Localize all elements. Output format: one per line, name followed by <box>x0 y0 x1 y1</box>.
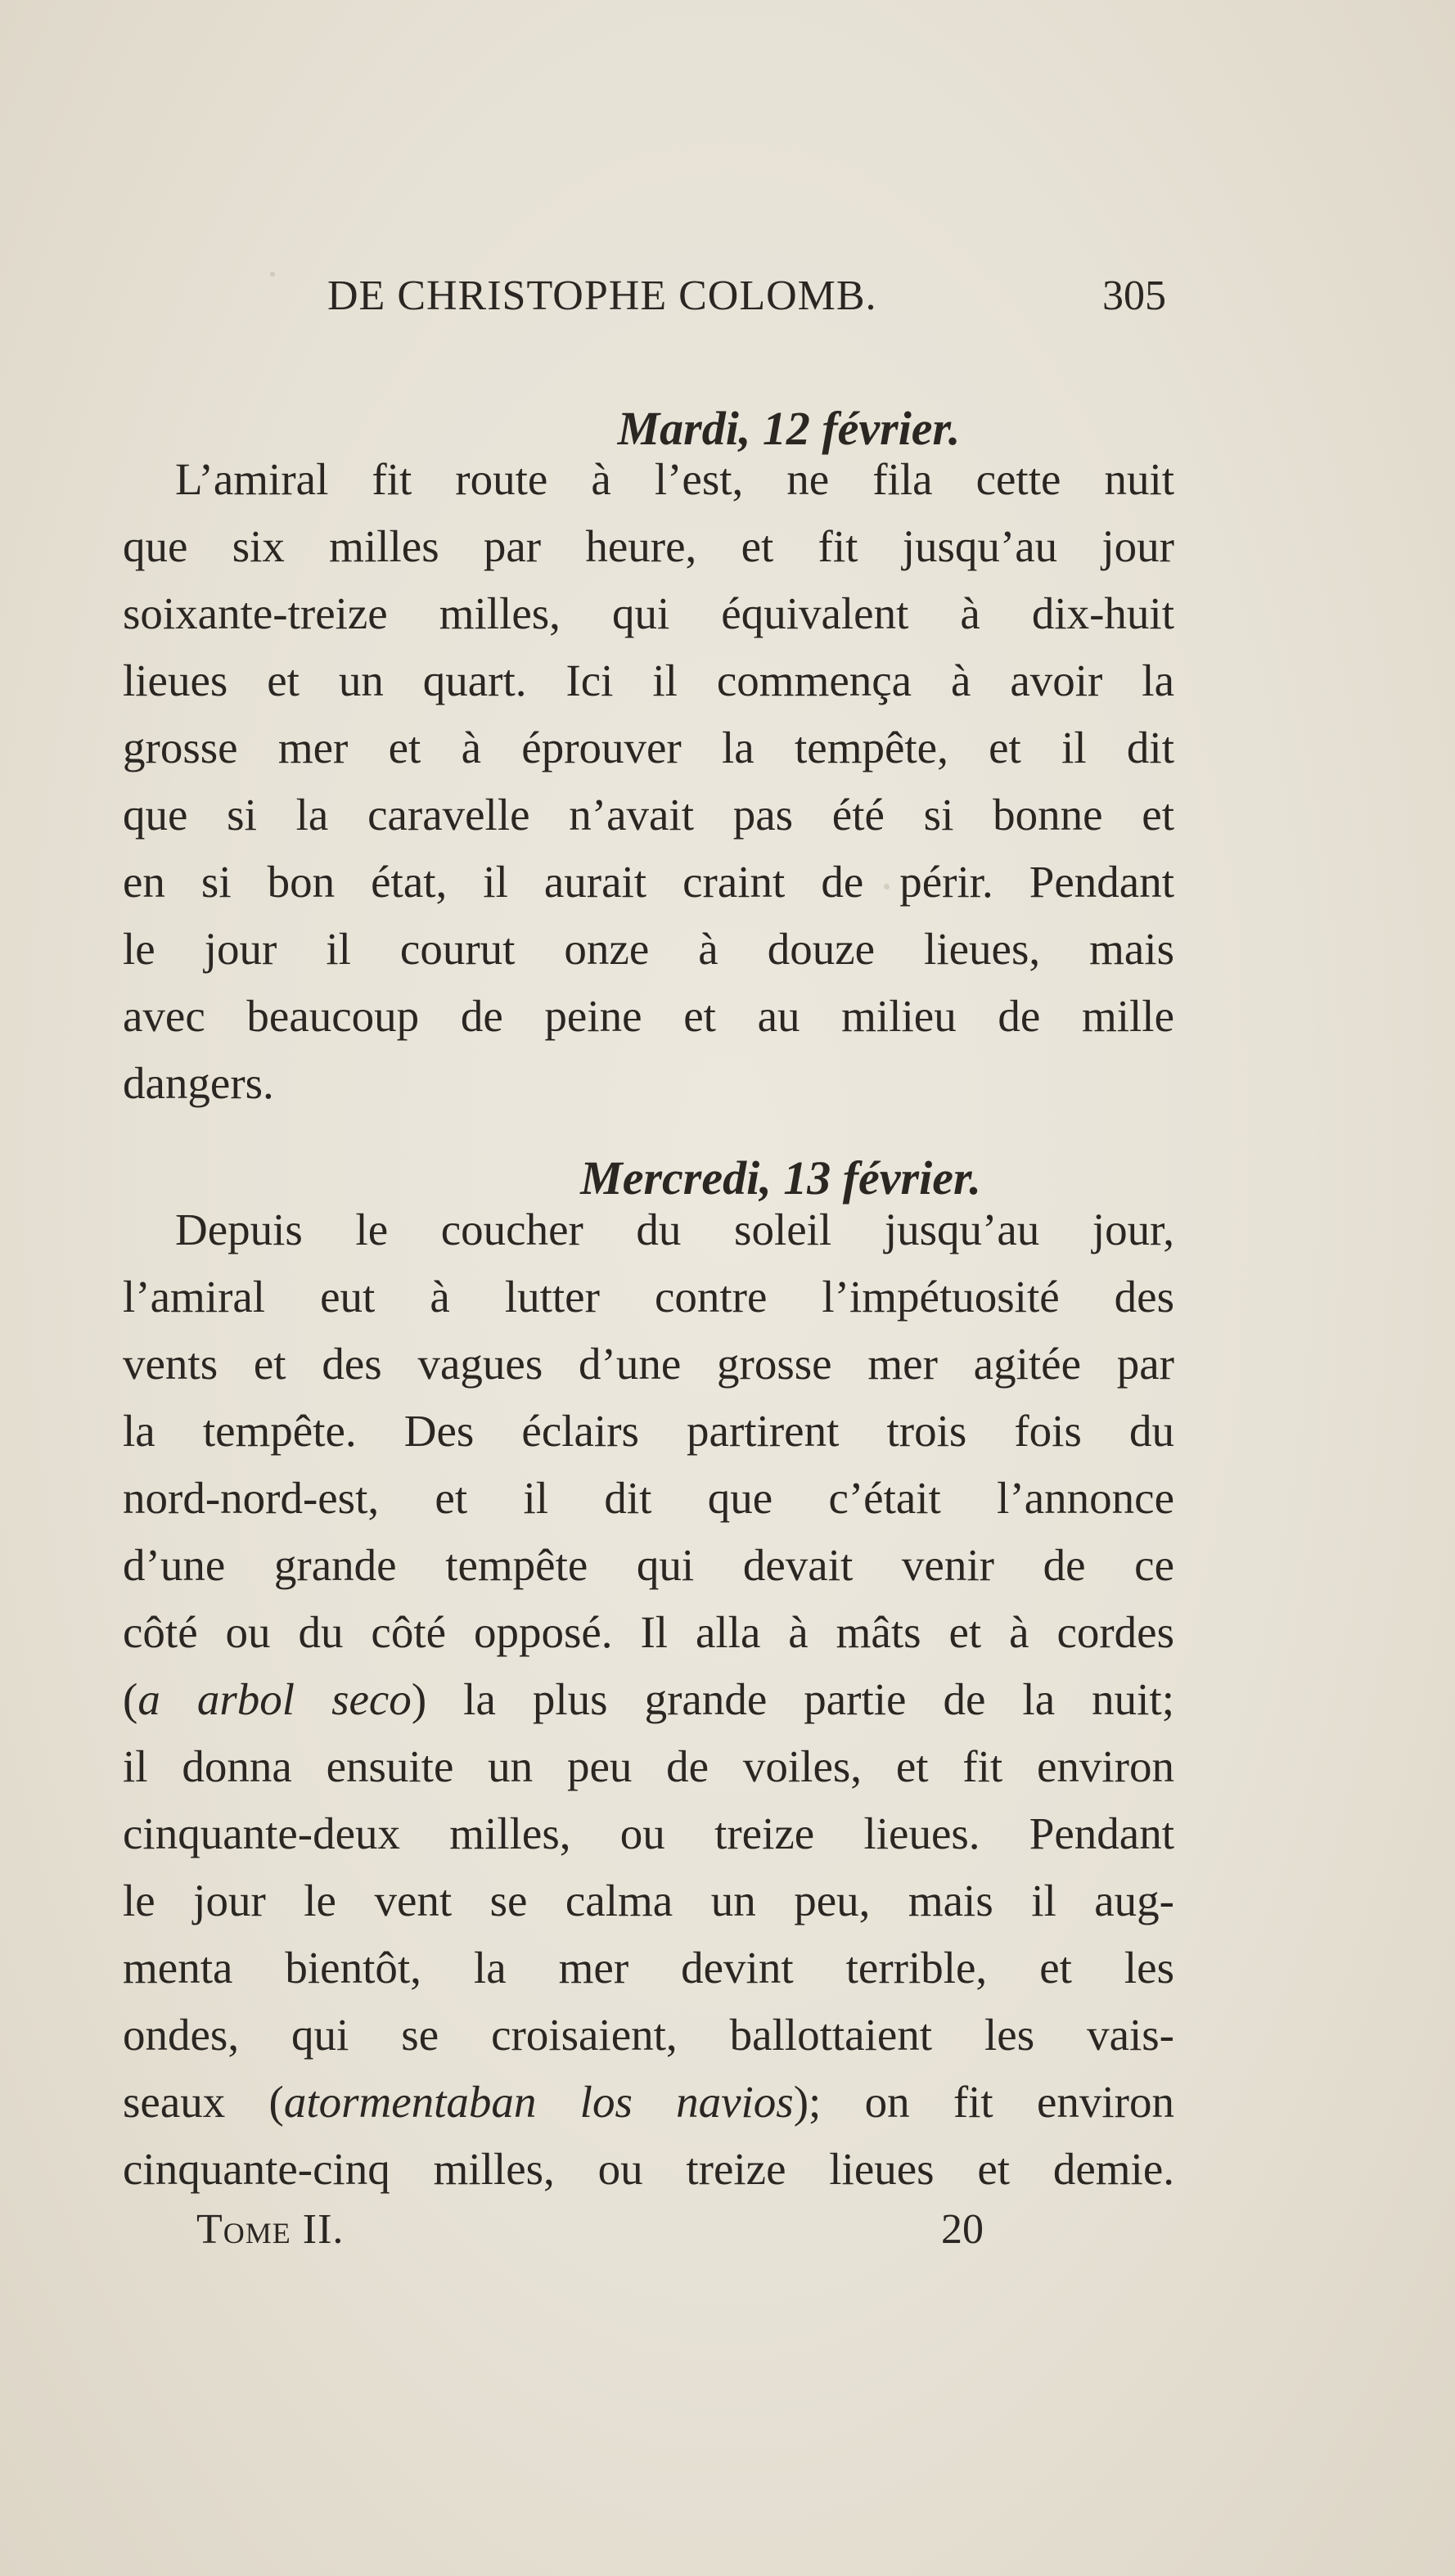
text-line: dangers. <box>123 1058 274 1108</box>
text-line: grosse mer et à éprouver la tempête, et il dit <box>123 723 1174 772</box>
text-line: avec beaucoup de peine et au milieu de mille <box>123 991 1174 1041</box>
text-line: soixante-treize milles, qui équivalent à dix-huit <box>123 588 1174 638</box>
opening-parenthesis: ( <box>123 1674 138 1724</box>
date-heading-tuesday: Mardi, 12 février. <box>617 402 961 456</box>
page-header <box>327 263 1166 329</box>
paragraph-tuesday <box>123 446 1174 1117</box>
text-line: l’amiral eut à lutter contre l’impétuosité des <box>123 1272 1174 1322</box>
text-line: L’amiral fit route à l’est, ne fila cette nuit <box>175 454 1174 504</box>
text-line: la tempête. Des éclairs partirent trois fois du <box>123 1406 1174 1456</box>
paragraph-wednesday <box>123 1196 1174 2203</box>
text-line: d’une grande tempête qui devait venir de ce <box>123 1540 1174 1590</box>
spanish-phrase-a-arbol-seco: a arbol seco <box>137 1674 412 1724</box>
text-line: Depuis le coucher du soleil jusqu’au jour, <box>175 1205 1174 1254</box>
paper-spot <box>270 272 275 277</box>
text-line: menta bientôt, la mer devint terrible, et les <box>123 1943 1174 1993</box>
line-continuation: ); on fit environ <box>793 2077 1174 2127</box>
line-start: seaux ( <box>123 2077 284 2127</box>
text-line: cinquante-deux milles, ou treize lieues. Pendant <box>123 1808 1174 1858</box>
text-line: en si bon état, il aurait craint de périr. Pendant <box>123 857 1174 907</box>
text-line-with-italic <box>123 1666 1174 1733</box>
text-line: nord-nord-est, et il dit que c’était l’annonce <box>123 1473 1174 1523</box>
text-line: cinquante-cinq milles, ou treize lieues et demie. <box>123 2144 1174 2194</box>
spanish-phrase-atormentaban: atormentaban los navios <box>283 2077 794 2127</box>
volume-label: Tome II. <box>196 2206 345 2253</box>
line-continuation: ) la plus grande partie de la nuit; <box>411 1674 1174 1724</box>
text-line: côté ou du côté opposé. Il alla à mâts et à cordes <box>123 1607 1174 1657</box>
running-title: DE CHRISTOPHE COLOMB. <box>327 272 877 319</box>
page-number: 305 <box>1102 272 1166 319</box>
page-footer <box>196 2197 1015 2263</box>
text-line: ondes, qui se croisaient, ballottaient les vais- <box>123 2010 1174 2060</box>
text-line: il donna ensuite un peu de voiles, et fit environ <box>123 1741 1174 1791</box>
signature-mark: 20 <box>941 2206 984 2253</box>
text-line: le jour il courut onze à douze lieues, mais <box>123 924 1174 974</box>
text-line: vents et des vagues d’une grosse mer agitée par <box>123 1339 1174 1389</box>
date-heading-wednesday: Mercredi, 13 février. <box>580 1151 981 1205</box>
text-line-with-italic <box>123 2069 1174 2136</box>
text-line: le jour le vent se calma un peu, mais il aug- <box>123 1876 1174 1925</box>
text-line: que si la caravelle n’avait pas été si bonne et <box>123 790 1174 840</box>
text-line: lieues et un quart. Ici il commença à avoir la <box>123 655 1174 705</box>
text-line: que six milles par heure, et fit jusqu’au jour <box>123 521 1174 571</box>
